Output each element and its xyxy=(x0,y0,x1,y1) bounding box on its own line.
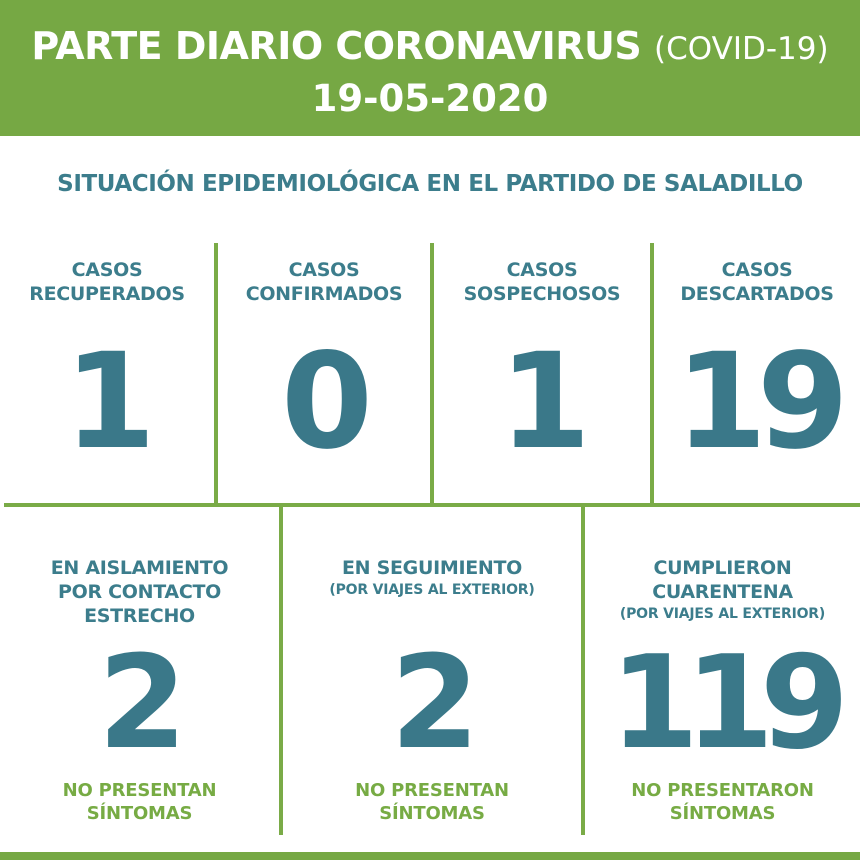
stat-label-line: CUARENTENA xyxy=(652,581,793,603)
stat-value: 119 xyxy=(609,629,836,778)
stat-label: EN SEGUIMIENTO xyxy=(341,557,523,579)
stat-label-line: EN AISLAMIENTO xyxy=(50,557,229,579)
stat-note xyxy=(0,779,279,825)
header-title-main: PARTE DIARIO CORONAVIRUS xyxy=(31,24,642,68)
stat-note-line: NO PRESENTAN xyxy=(355,780,509,801)
stat-note xyxy=(585,779,860,825)
stat-value: 2 xyxy=(390,629,474,778)
footer-bar xyxy=(0,852,860,860)
stat-aislamiento xyxy=(0,556,279,628)
stat-label xyxy=(585,556,860,604)
stat-label-line: RECUPERADOS xyxy=(29,283,185,305)
stat-label xyxy=(218,258,430,306)
stat-label-line: CUMPLIERON xyxy=(653,557,792,579)
stat-cumplieron-cuarentena xyxy=(585,556,860,624)
stat-label xyxy=(0,556,279,628)
header-title-suffix: (COVID-19) xyxy=(654,31,829,67)
stat-label xyxy=(434,258,650,306)
stat-label-line: CASOS xyxy=(721,259,793,281)
stat-note-line: SÍNTOMAS xyxy=(379,803,485,824)
stat-label xyxy=(654,258,860,306)
stat-sublabel: (POR VIAJES AL EXTERIOR) xyxy=(619,606,826,622)
stat-value: 0 xyxy=(281,325,367,479)
stat-note-line: SÍNTOMAS xyxy=(86,803,193,824)
stat-value: 1 xyxy=(499,325,585,479)
stat-label-line: CONFIRMADOS xyxy=(245,283,403,305)
stat-seguimiento xyxy=(283,556,581,600)
stat-label-line: SOSPECHOSOS xyxy=(463,283,621,305)
stat-casos-sospechosos xyxy=(434,258,650,306)
report-date: 19-05-2020 xyxy=(311,77,549,120)
section-subtitle: SITUACIÓN EPIDEMIOLÓGICA EN EL PARTIDO DE SALADILLO xyxy=(57,171,803,197)
header-title xyxy=(0,22,860,73)
stat-value: 2 xyxy=(97,629,182,778)
stat-value: 19 xyxy=(675,325,839,479)
stat-label-line: CASOS xyxy=(71,259,143,281)
stat-note-line: NO PRESENTAN xyxy=(62,780,217,801)
stat-label-line: DESCARTADOS xyxy=(680,283,834,305)
stat-note xyxy=(283,779,581,825)
stat-note-line: SÍNTOMAS xyxy=(669,803,776,824)
stat-label-line: POR CONTACTO xyxy=(58,581,221,603)
stat-value: 1 xyxy=(64,325,150,479)
stat-note-line: NO PRESENTARON xyxy=(631,780,814,801)
stat-label xyxy=(0,258,214,306)
stat-casos-confirmados xyxy=(218,258,430,306)
stat-label-line: CASOS xyxy=(288,259,360,281)
stat-label-line: CASOS xyxy=(506,259,578,281)
header-banner xyxy=(0,0,860,136)
stat-casos-descartados xyxy=(654,258,860,306)
stat-casos-recuperados xyxy=(0,258,214,306)
stat-sublabel: (POR VIAJES AL EXTERIOR) xyxy=(329,582,535,598)
stat-label-line: ESTRECHO xyxy=(84,605,195,627)
divider-horizontal xyxy=(4,503,860,507)
